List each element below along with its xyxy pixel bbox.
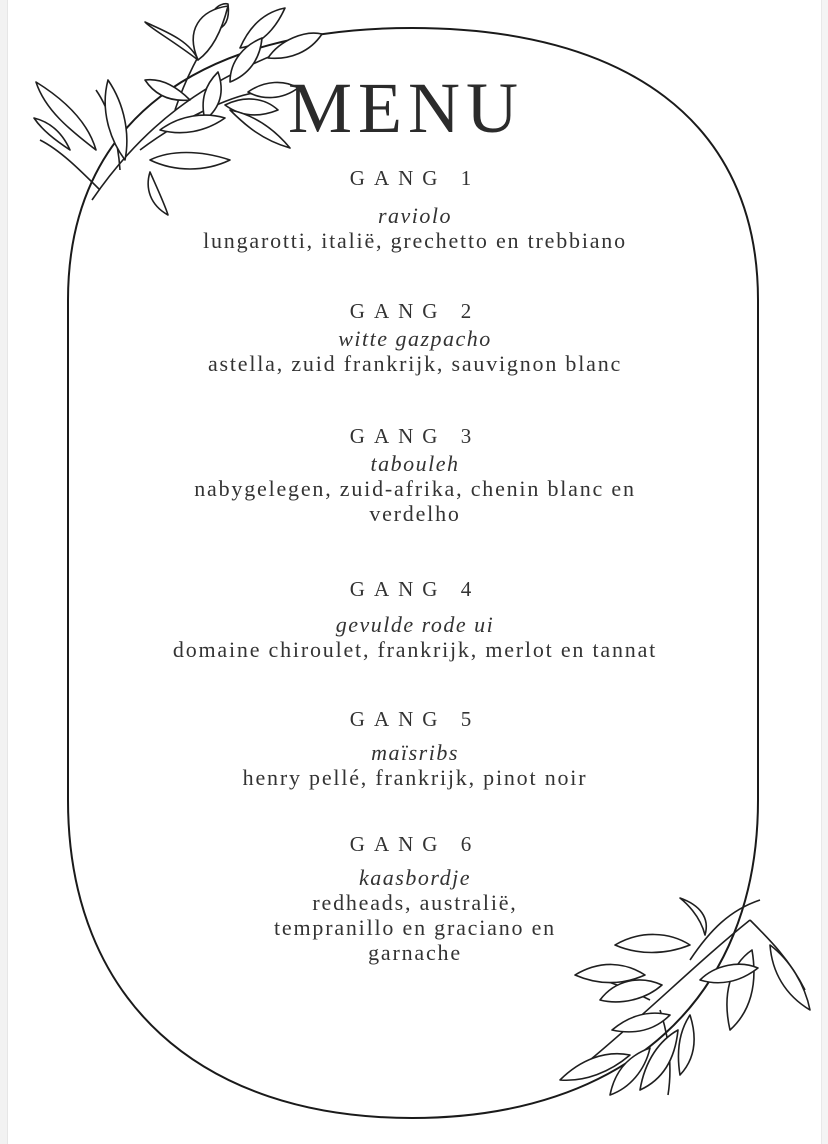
wine-pairing: redheads, australië, tempranillo en graciano en garnache [274,890,556,965]
wine-pairing: henry pellé, frankrijk, pinot noir [242,765,588,790]
course-label: GANG 4 [349,577,481,601]
wine-pairing: astella, zuid frankrijk, sauvignon blanc [207,351,623,376]
dish-name: gevulde rode ui [335,612,495,637]
course-label: GANG 1 [349,166,481,190]
dish-name: witte gazpacho [338,326,492,351]
dish-name: maïsribs [371,740,459,765]
course-5 [120,706,710,790]
course-label: GANG 6 [349,832,481,856]
course-label: GANG 2 [349,299,481,323]
course-3 [120,423,710,526]
course-1 [120,165,710,253]
wine-pairing: nabygelegen, zuid-afrika, chenin blanc en verdelho [194,476,636,526]
wine-pairing: lungarotti, italië, grechetto en trebbiano [203,228,627,253]
course-6 [120,831,710,965]
wine-pairing: domaine chiroulet, frankrijk, merlot en tannat [172,637,658,662]
course-label: GANG 3 [349,424,481,448]
dish-name: raviolo [377,203,453,228]
course-2 [120,298,710,376]
dish-name: kaasbordje [359,865,471,890]
course-label: GANG 5 [349,707,481,731]
course-4 [120,576,710,662]
dish-name: tabouleh [370,451,460,476]
menu-title: MENU [288,68,524,148]
